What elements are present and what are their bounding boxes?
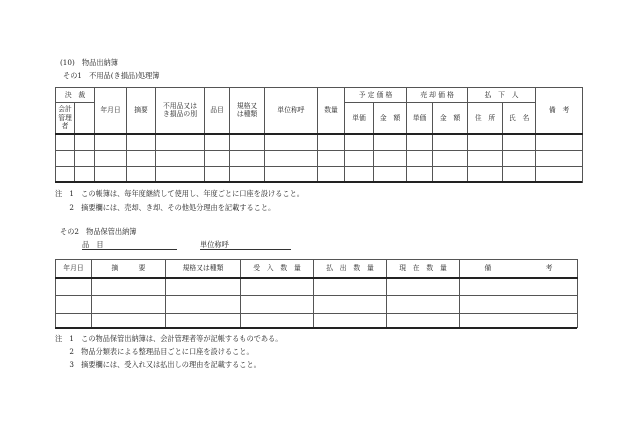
haraisage-header: 払 下 人 xyxy=(468,88,536,103)
date-header: 年月日 xyxy=(95,88,127,134)
part2-note-1: 注 1 この物品保管出納簿は、会計管理者等が記帳するものである。 xyxy=(55,334,283,343)
table-row xyxy=(56,134,583,151)
hinmoku-underline xyxy=(82,249,177,250)
part2-title: その2 物品保管出納簿 xyxy=(60,227,137,236)
tani-label: 単位称呼 xyxy=(200,240,229,249)
yotei-header: 予 定 価 格 xyxy=(345,88,407,103)
fuyohin-header: 不用品又はき損品の別 xyxy=(156,88,205,134)
table-row xyxy=(56,296,578,314)
table-row xyxy=(56,278,578,296)
part2-note-3: 3 摘要欄には、受入れ又は払出しの理由を記載すること。 xyxy=(55,360,261,369)
genzai-header: 現 在 数 量 xyxy=(387,260,460,278)
part1-note-2: 2 摘要欄には、売却、き却、その他処分理由を記載すること。 xyxy=(55,203,276,212)
table-row xyxy=(56,151,583,167)
kikaku-header: 規格又は種類 xyxy=(230,88,265,134)
suryo-header: 数量 xyxy=(318,88,345,134)
part1-note-1: 注 1 この帳簿は、毎年度継続して使用し、年度ごとに口座を設けること。 xyxy=(55,189,304,198)
shimei-header: 氏 名 xyxy=(503,103,536,134)
table1-bottom-rule xyxy=(55,181,582,183)
section-title: (10) 物品出納簿 xyxy=(60,58,118,67)
baikyaku-header: 売 却 価 格 xyxy=(407,88,468,103)
kessai-sub-header: 会計管理者 xyxy=(56,103,75,134)
harai-header: 払 出 数 量 xyxy=(314,260,387,278)
kingaku1-header: 金 額 xyxy=(374,103,407,134)
hinmoku-label: 品 目 xyxy=(82,240,104,249)
biko-header: 備 考 xyxy=(536,88,583,134)
kessai-header: 決 裁 xyxy=(56,88,95,103)
tanka2-header: 単価 xyxy=(407,103,433,134)
tekiyo-header: 摘 要 xyxy=(92,260,166,278)
tani-header: 単位称呼 xyxy=(265,88,318,134)
date-header: 年月日 xyxy=(56,260,92,278)
custody-register-table xyxy=(55,259,578,328)
table2-bottom-rule xyxy=(55,327,577,329)
uke-header: 受 入 数 量 xyxy=(241,260,314,278)
tekiyo-header: 摘要 xyxy=(127,88,156,134)
biko-header: 備 考 xyxy=(460,260,578,278)
kessai-stamp-cell xyxy=(75,103,95,134)
kingaku2-header: 金 額 xyxy=(433,103,468,134)
tani-underline xyxy=(200,249,291,250)
part2-note-2: 2 物品分類表による整理品目ごとに口座を設けること。 xyxy=(55,347,254,356)
disposal-register-table xyxy=(55,87,583,183)
table-row xyxy=(56,314,578,328)
hinmoku-header: 品目 xyxy=(205,88,230,134)
jusho-header: 住 所 xyxy=(468,103,503,134)
kikaku-header: 規格又は種類 xyxy=(166,260,241,278)
tanka1-header: 単価 xyxy=(345,103,374,134)
part1-title: その1 不用品(き損品)処理簿 xyxy=(63,71,160,80)
